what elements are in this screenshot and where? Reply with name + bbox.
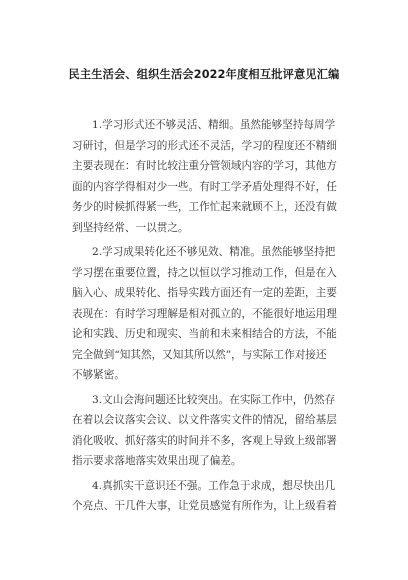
text-line: 主要表现在：有时比较注重分管领域内容的学习，其他方 (72, 160, 337, 172)
text-line: 表现在：有时学习理解是相对孤立的，不能很好地运用理 (72, 307, 337, 320)
paragraph-3 (72, 390, 350, 472)
text-line: 不够紧密。 (72, 369, 125, 381)
paragraph-4 (72, 476, 350, 517)
document-body (72, 115, 350, 521)
text-line: 完全做到“知其然，又知其所以然”，与实际工作对接还 (72, 348, 327, 361)
document-title: 民主生活会、组织生活会2022年度相互批评意见汇编 (68, 68, 340, 81)
text-line: 习研讨，但是学习的形式还不灵活，学习的程度还不精细 (72, 139, 337, 152)
text-line: 4.真抓实干意识还不强。工作急于求成，想尽快出几 (92, 479, 336, 492)
text-line: 学习摆在重要位置，持之以恒以学习推动工作，但是在入 (72, 266, 337, 279)
text-line: 面的内容学得相对少一些。有时工学矛盾处理得不好，任 (72, 180, 337, 193)
text-line: 2.学习成果转化还不够见效、精准。虽然能够坚持把 (92, 246, 336, 258)
text-line: 1.学习形式还不够灵活、精细。虽然能够坚持每周学 (92, 119, 336, 131)
text-line: 消化吸收、抓好落实的时间并不多，客观上导致上级部署 (72, 434, 337, 447)
text-line: 指示要求落地落实效果出现了偏差。 (72, 455, 242, 467)
text-line: 到坚持经常、一以贯之。 (72, 221, 189, 234)
text-line: 在着以会议落实会议、以文件落实文件的情况，留给基层 (72, 414, 337, 426)
text-line: 论和实践、历史和现实、当前和未来相结合的方法，不能 (72, 328, 337, 340)
paragraph-2 (72, 242, 350, 386)
text-line: 脑入心、成果转化、指导实践方面还有一定的差距，主要 (72, 287, 337, 299)
paragraph-1 (72, 115, 350, 238)
text-line: 3.文山会海问题还比较突出。在实际工作中，仍然存 (92, 393, 336, 406)
text-line: 务少的时候抓得紧一些，工作忙起来就顾不上，还没有做 (72, 201, 337, 213)
text-line: 个亮点、干几件大事，让党员感觉有所作为，让上级看着 (72, 500, 337, 512)
